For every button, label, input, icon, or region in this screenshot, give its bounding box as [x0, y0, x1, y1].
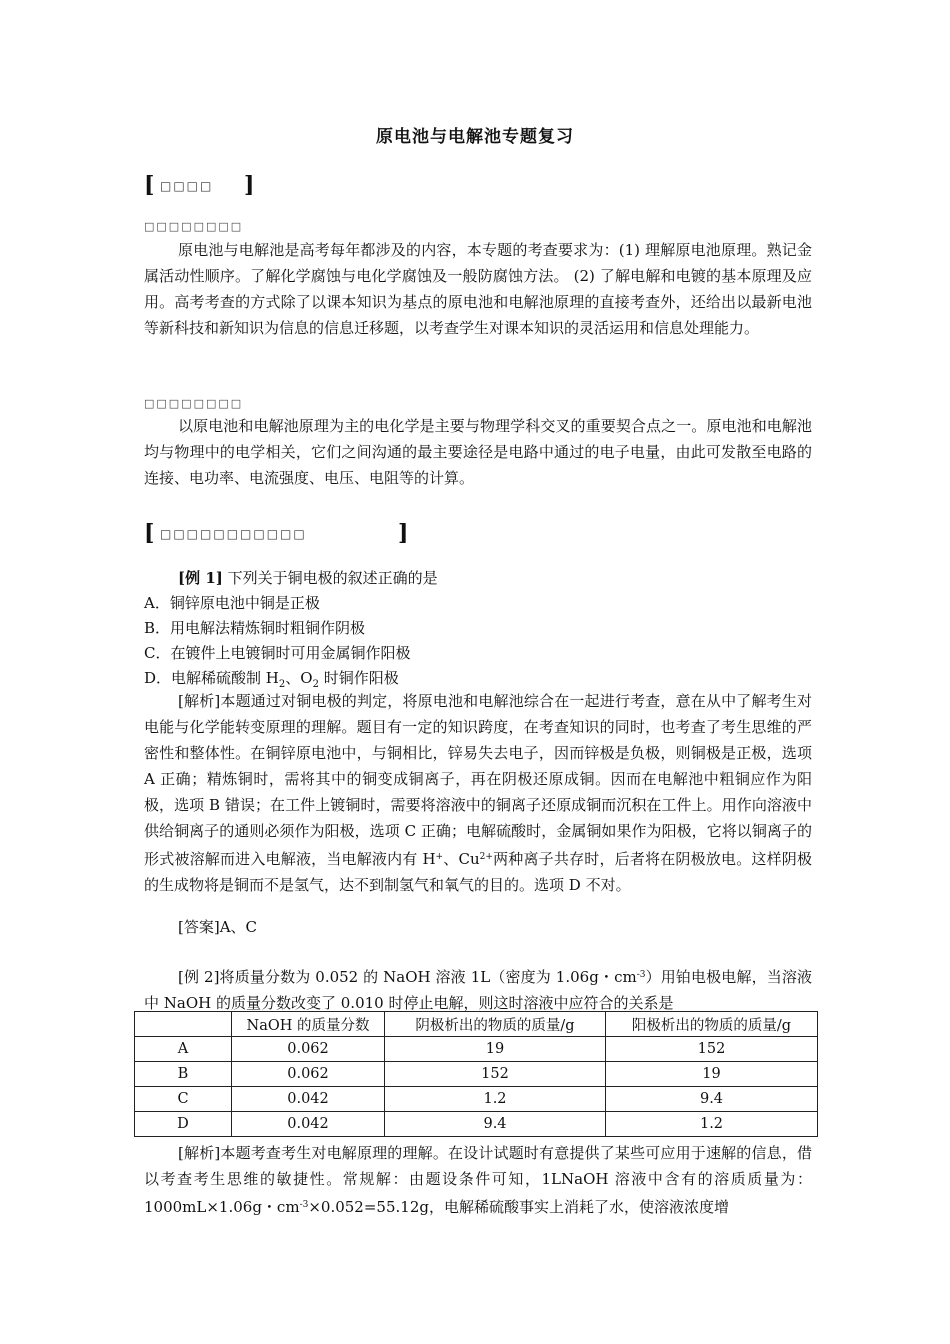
- table-cell: 152: [606, 1037, 818, 1062]
- example1-answer: [答案]A、C: [178, 918, 258, 936]
- table-cell: 0.062: [232, 1037, 385, 1062]
- analysis-text-1: [解析]本题通过对铜电极的判定，将原电池和电解池综合在一起进行考查，意在从中了解考生对电能与化学能转变原理的理解。题目有一定的知识跨度，在考查知识的同时，也考查了考生思维的严密性和整体性。在铜锌原电池中，与铜相比，锌易失去电子，因而锌极是负极，则铜极是正极，选项 A 正确；精炼铜时，需将其中的铜变成铜离子，再在阴极还原成铜。因而在电解池中粗铜应作为阳极，选项 B 错误；在工件上镀铜时，需要将溶液中的铜离子还原成铜而沉积在工件上。用作向溶液中供给铜离子的通则必须作为阳极，选项 C 正确；电解硫酸时，金属铜如果作为阳极，它将以铜离子的形式被溶解而进入电解液，当电解液内有 H: [144, 692, 812, 868]
- option-d-subscript-2: 2: [312, 679, 319, 690]
- table-cell: 1.2: [385, 1087, 606, 1112]
- example1-label: [例 1]: [178, 569, 223, 587]
- option-b: B．用电解法精炼铜时粗铜作阴极: [144, 619, 366, 637]
- table-row: [135, 1087, 818, 1112]
- table-header: 阳极析出的物质的质量/g: [606, 1012, 818, 1037]
- table-row: [135, 1062, 818, 1087]
- table-header-row: [135, 1012, 818, 1037]
- table-cell: 9.4: [606, 1087, 818, 1112]
- section2-label: □□□□□□□□□□□: [160, 527, 307, 541]
- table-cell: C: [135, 1087, 232, 1112]
- section2-bracket-right: ]: [398, 520, 409, 546]
- subheading-2: □□□□□□□□: [144, 397, 244, 410]
- subheading-1: □□□□□□□□: [144, 220, 244, 233]
- option-d-text-mid: 、O: [285, 669, 313, 687]
- option-d-subscript-1: 2: [278, 679, 286, 690]
- table-cell: 0.062: [232, 1062, 385, 1087]
- option-a: A．铜锌原电池中铜是正极: [144, 594, 320, 612]
- section1-bracket-left: [: [144, 172, 155, 198]
- option-d-text-end: 时铜作阳极: [318, 669, 399, 687]
- section1-bracket-right: ]: [244, 172, 255, 198]
- analysis-text-2: 、Cu: [443, 850, 480, 868]
- table-cell: 19: [385, 1037, 606, 1062]
- table-row: [135, 1112, 818, 1137]
- example2-text-1: [例 2]将质量分数为 0.052 的 NaOH 溶液 1L（密度为 1.06g・cm: [178, 968, 637, 986]
- superscript-minus3-b: -3: [299, 1200, 309, 1210]
- example2-text-2: ）用铂电极电解，当溶液中 NaOH 的质量分数改变了 0.010 时停止电解，则这时溶液中应符合的关系是: [144, 968, 812, 1012]
- table-row: [135, 1037, 818, 1062]
- example1-analysis: [144, 688, 812, 898]
- answer-table: [134, 1011, 818, 1137]
- section2-bracket-left: [: [144, 520, 155, 546]
- table-cell: B: [135, 1062, 232, 1087]
- table-header: NaOH 的质量分数: [232, 1012, 385, 1037]
- table-cell: 19: [606, 1062, 818, 1087]
- table-header: [135, 1012, 232, 1037]
- paragraph-1: 原电池与电解池是高考每年都涉及的内容，本专题的考查要求为：(1) 理解原电池原理。熟记金属活动性顺序。了解化学腐蚀与电化学腐蚀及一般防腐蚀方法。 (2) 了解电解和电镀的基本原理及应用。高考考查的方式除了以课本知识为基点的原电池和电解池原理的直接考查外，还给出以最新电池等新科技和新知识为信息的信息迁移题，以考查学生对课本知识的灵活运用和信息处理能力。: [144, 241, 812, 337]
- option-c: C．在镀件上电镀铜时可用金属铜作阳极: [144, 644, 411, 662]
- option-d: [144, 667, 399, 690]
- example1-question: [178, 567, 438, 588]
- example2-analysis-text-1: [解析]本题考查考生对电解原理的理解。在设计试题时有意提供了某些可应用于速解的信息，借以考查考生思维的敏捷性。常规解：由题设条件可知，1LNaOH 溶液中含有的溶质质量为：1000mL×1.06g・cm: [144, 1144, 812, 1216]
- table-cell: D: [135, 1112, 232, 1137]
- example2-analysis-text-2: ×0.052=55.12g，电解稀硫酸事实上消耗了水，使溶液浓度增: [308, 1198, 729, 1216]
- section1-label: □□□□: [160, 179, 214, 193]
- table-cell: 152: [385, 1062, 606, 1087]
- example2-analysis: [144, 1140, 812, 1220]
- superscript-2plus: 2+: [479, 852, 493, 862]
- table-cell: 9.4: [385, 1112, 606, 1137]
- paragraph-2: 以原电池和电解池原理为主的电化学是主要与物理学科交叉的重要契合点之一。原电池和电解池均与物理中的电学相关，它们之间沟通的最主要途径是电路中通过的电子电量，由此可发散至电路的连接、电功率、电流强度、电压、电阻等的计算。: [144, 417, 812, 487]
- page-title: 原电池与电解池专题复习: [376, 127, 574, 147]
- table-cell: A: [135, 1037, 232, 1062]
- table-cell: 0.042: [232, 1112, 385, 1137]
- superscript-minus3: -3: [636, 970, 646, 980]
- superscript-plus: +: [435, 852, 444, 862]
- example1-question-text: 下列关于铜电极的叙述正确的是: [227, 569, 438, 587]
- table-cell: 1.2: [606, 1112, 818, 1137]
- option-d-text: D．电解稀硫酸制 H: [144, 669, 279, 687]
- table-header: 阴极析出的物质的质量/g: [385, 1012, 606, 1037]
- table-cell: 0.042: [232, 1087, 385, 1112]
- example2-question: [144, 962, 812, 1016]
- analysis-text-3: 两种离子共存时，后者将在阴极放电。这样阴极的生成物将是铜而不是氢气，达不到制氢气和氧气的目的。选项 D 不对。: [144, 850, 812, 894]
